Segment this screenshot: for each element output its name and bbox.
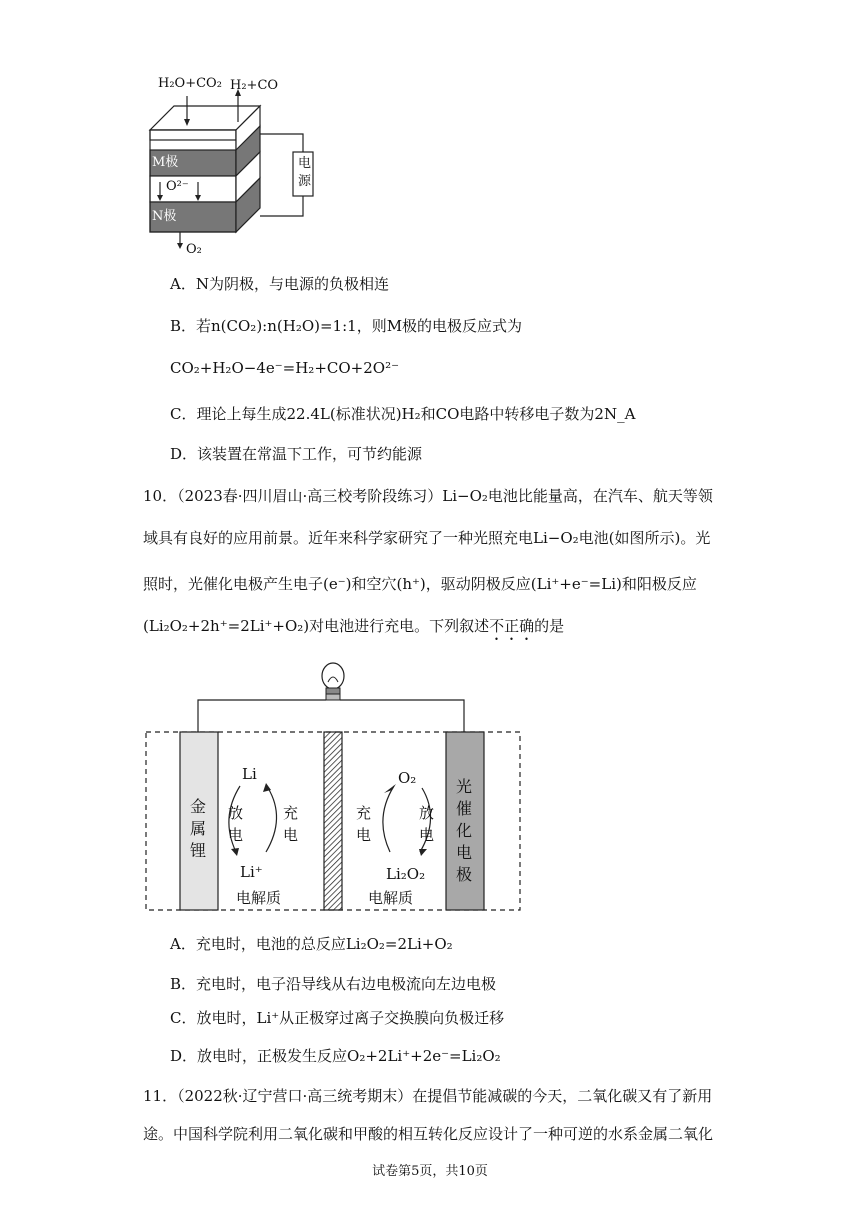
q9-option-d: D．该装置在常温下工作，可节约能源 [170, 445, 423, 463]
left-electrode-label: 金属锂 [190, 797, 207, 860]
page-footer: 试卷第5页，共10页 [372, 1164, 488, 1179]
q10-option-a: A．充电时，电池的总反应Li₂O₂=2Li+O₂ [170, 935, 453, 953]
right-electrode-label: 光催化电极 [456, 777, 473, 884]
q11-line2: 途。中国科学院利用二氧化碳和甲酸的相互转化反应设计了一种可逆的水系金属二氧化 [143, 1125, 714, 1143]
li-label: Li [242, 765, 257, 783]
electrolyte-right-label: 电解质 [368, 889, 414, 907]
light-bulb-icon [322, 663, 344, 700]
q10-emphasis: 不正确 [489, 617, 535, 635]
q9-option-b: B．若n(CO₂):n(H₂O)=1:1，则M极的电极反应式为 [170, 317, 523, 335]
q10-option-c: C．放电时，Li⁺从正极穿过离子交换膜向负极迁移 [170, 1009, 505, 1027]
charge-label-left: 充电 [283, 804, 299, 844]
inlet-label: H₂O+CO₂ [158, 76, 222, 91]
q10-stem-line4-post: 的是 [534, 617, 565, 635]
discharge-label-right: 放电 [419, 804, 435, 844]
power-source-label: 电源 [298, 156, 312, 189]
outlet-label: H₂+CO [230, 78, 279, 93]
q9-option-c: C．理论上每生成22.4L(标准状况)H₂和CO电路中转移电子数为2N_A [170, 405, 636, 423]
o2-battery-label: O₂ [398, 769, 417, 787]
q11-line1: 11．（2022秋·辽宁营口·高三统考期末）在提倡节能减碳的今天，二氧化碳又有了新用 [143, 1087, 713, 1105]
li-ion-label: Li⁺ [240, 863, 263, 881]
m-electrode-label: M极 [152, 155, 179, 170]
ion-label: O²⁻ [166, 179, 189, 194]
q10-stem-line3: 照时，光催化电极产生电子(e⁻)和空穴(h⁺)，驱动阴极反应(Li⁺+e⁻=Li)和阳极反应 [143, 575, 697, 593]
q10-stem-line4-pre: (Li₂O₂+2h⁺=2Li⁺+O₂)对电池进行充电。下列叙述 [143, 617, 490, 635]
q10-stem-line1: 10．（2023春·四川眉山·高三校考阶段练习）Li−O₂电池比能量高，在汽车、航天等领 [143, 487, 713, 505]
o2-label: O₂ [186, 242, 202, 257]
q9-option-a: A．N为阴极，与电源的负极相连 [170, 275, 389, 293]
q10-stem-line2: 域具有良好的应用前景。近年来科学家研究了一种光照充电Li−O₂电池(如图所示)。光 [143, 529, 711, 547]
q10-stem-line4 [143, 616, 564, 644]
charge-label-right: 充电 [356, 804, 372, 844]
electrolyte-left-label: 电解质 [236, 889, 282, 907]
q10-option-d: D．放电时，正极发生反应O₂+2Li⁺+2e⁻=Li₂O₂ [170, 1047, 501, 1065]
n-electrode-label: N极 [152, 209, 177, 224]
q9-option-b-equation: CO₂+H₂O−4e⁻=H₂+CO+2O²⁻ [170, 359, 399, 377]
discharge-label-left: 放电 [228, 804, 244, 844]
li2o2-label: Li₂O₂ [386, 865, 426, 883]
q10-option-b: B．充电时，电子沿导线从右边电极流向左边电极 [170, 975, 497, 993]
